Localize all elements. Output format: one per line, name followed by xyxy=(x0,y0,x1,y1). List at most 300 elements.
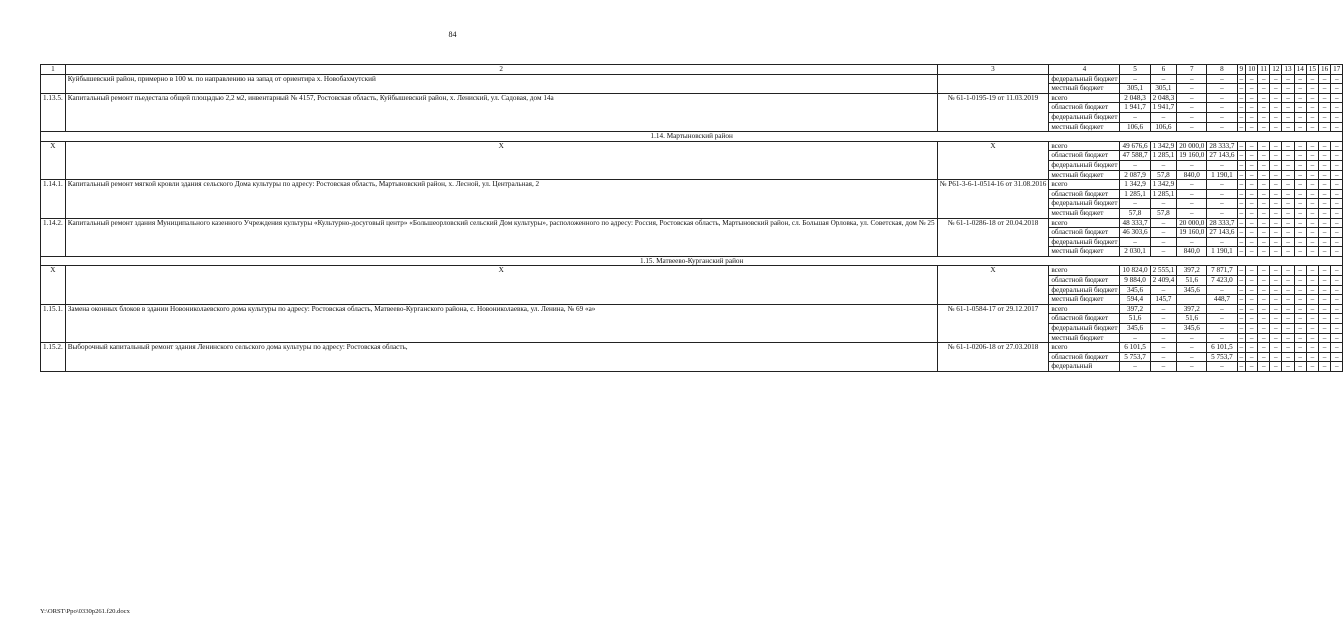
value-cell: – xyxy=(1246,343,1258,353)
value-cell: – xyxy=(1258,314,1270,324)
value-cell: – xyxy=(1258,84,1270,94)
funding-source: местный бюджет xyxy=(1049,247,1120,257)
value-cell: – xyxy=(1282,237,1294,247)
value-cell: 1 285,1 xyxy=(1120,189,1150,199)
value-cell: 6 101,5 xyxy=(1120,343,1150,353)
value-cell: – xyxy=(1331,141,1343,151)
value-cell: 840,0 xyxy=(1177,247,1207,257)
value-cell: – xyxy=(1270,266,1282,276)
value-cell: 49 676,6 xyxy=(1120,141,1150,151)
value-cell: – xyxy=(1270,324,1282,334)
value-cell: – xyxy=(1282,160,1294,170)
value-cell: – xyxy=(1207,160,1237,170)
value-cell: 1 342,9 xyxy=(1150,180,1177,190)
value-cell: – xyxy=(1177,189,1207,199)
value-cell: – xyxy=(1270,276,1282,286)
item-description: Капитальный ремонт здания Муниципального казенного Учреждения культуры «Культурно-досуговый центр» «Большеорловский сельский Дом культуры», расположенного по адресу: Россия, Ростовская область, Мартыновский район, сл. Большая Орловка, ул. Советская, дом № 25 xyxy=(65,218,937,256)
value-cell: – xyxy=(1150,333,1177,343)
budget-table xyxy=(40,64,1343,372)
value-cell: – xyxy=(1306,112,1318,122)
value-cell: – xyxy=(1120,333,1150,343)
value-cell: – xyxy=(1246,74,1258,84)
value-cell: – xyxy=(1306,285,1318,295)
value-cell: – xyxy=(1177,84,1207,94)
value-cell: – xyxy=(1207,84,1237,94)
value-cell: – xyxy=(1306,304,1318,314)
value-cell: 1 190,1 xyxy=(1207,170,1237,180)
value-cell: – xyxy=(1177,122,1207,132)
value-cell: – xyxy=(1237,237,1246,247)
value-cell: 51,6 xyxy=(1177,276,1207,286)
value-cell: – xyxy=(1282,122,1294,132)
value-cell: – xyxy=(1318,199,1330,209)
value-cell: – xyxy=(1258,343,1270,353)
value-cell: – xyxy=(1331,151,1343,161)
value-cell: – xyxy=(1270,170,1282,180)
value-cell: – xyxy=(1318,333,1330,343)
column-number: 12 xyxy=(1270,65,1282,75)
value-cell: 305,1 xyxy=(1120,84,1150,94)
column-number: 5 xyxy=(1120,65,1150,75)
value-cell: 27 143,6 xyxy=(1207,228,1237,238)
value-cell: – xyxy=(1331,103,1343,113)
value-cell: – xyxy=(1331,314,1343,324)
value-cell: – xyxy=(1306,141,1318,151)
value-cell: 145,7 xyxy=(1150,295,1177,305)
value-cell: 51,6 xyxy=(1120,314,1150,324)
value-cell: – xyxy=(1318,74,1330,84)
value-cell: – xyxy=(1237,112,1246,122)
funding-source: всего xyxy=(1049,304,1120,314)
value-cell: – xyxy=(1306,237,1318,247)
value-cell: – xyxy=(1246,266,1258,276)
value-cell: – xyxy=(1294,84,1306,94)
value-cell: 594,4 xyxy=(1120,295,1150,305)
value-cell: – xyxy=(1331,218,1343,228)
value-cell: – xyxy=(1294,180,1306,190)
value-cell: – xyxy=(1306,362,1318,372)
value-cell: – xyxy=(1318,189,1330,199)
value-cell: – xyxy=(1331,112,1343,122)
value-cell: – xyxy=(1207,103,1237,113)
value-cell: 106,6 xyxy=(1150,122,1177,132)
value-cell: – xyxy=(1246,295,1258,305)
value-cell: – xyxy=(1270,151,1282,161)
value-cell: – xyxy=(1306,84,1318,94)
value-cell: – xyxy=(1306,151,1318,161)
value-cell: – xyxy=(1318,314,1330,324)
value-cell: – xyxy=(1258,151,1270,161)
value-cell: 397,2 xyxy=(1177,304,1207,314)
value-cell: – xyxy=(1150,343,1177,353)
value-cell: – xyxy=(1294,237,1306,247)
value-cell: – xyxy=(1207,93,1237,103)
value-cell: – xyxy=(1177,103,1207,113)
funding-source: всего xyxy=(1049,93,1120,103)
value-cell: – xyxy=(1258,199,1270,209)
value-cell: – xyxy=(1318,228,1330,238)
value-cell: 1 190,1 xyxy=(1207,247,1237,257)
value-cell: – xyxy=(1177,112,1207,122)
value-cell: – xyxy=(1331,324,1343,334)
value-cell: – xyxy=(1150,304,1177,314)
value-cell: – xyxy=(1258,237,1270,247)
value-cell: – xyxy=(1294,276,1306,286)
value-cell: 448,7 xyxy=(1207,295,1237,305)
value-cell: – xyxy=(1246,93,1258,103)
value-cell: – xyxy=(1331,237,1343,247)
value-cell: – xyxy=(1282,228,1294,238)
value-cell: – xyxy=(1237,180,1246,190)
value-cell: – xyxy=(1237,285,1246,295)
column-number: 3 xyxy=(937,65,1049,75)
column-number: 10 xyxy=(1246,65,1258,75)
value-cell: – xyxy=(1331,93,1343,103)
value-cell: – xyxy=(1331,285,1343,295)
value-cell: – xyxy=(1294,343,1306,353)
value-cell: – xyxy=(1246,285,1258,295)
value-cell: – xyxy=(1306,180,1318,190)
value-cell: – xyxy=(1318,295,1330,305)
value-cell: – xyxy=(1306,103,1318,113)
value-cell: – xyxy=(1258,218,1270,228)
value-cell: – xyxy=(1120,112,1150,122)
value-cell: – xyxy=(1258,228,1270,238)
value-cell: 47 588,7 xyxy=(1120,151,1150,161)
value-cell: – xyxy=(1331,122,1343,132)
value-cell: – xyxy=(1282,352,1294,362)
value-cell: – xyxy=(1318,247,1330,257)
value-cell: – xyxy=(1207,122,1237,132)
value-cell: – xyxy=(1177,93,1207,103)
value-cell: – xyxy=(1246,122,1258,132)
value-cell: – xyxy=(1282,93,1294,103)
value-cell: – xyxy=(1331,228,1343,238)
value-cell: – xyxy=(1177,208,1207,218)
funding-source: всего xyxy=(1049,266,1120,276)
value-cell: – xyxy=(1294,141,1306,151)
column-number: 16 xyxy=(1318,65,1330,75)
value-cell: – xyxy=(1294,103,1306,113)
value-cell: – xyxy=(1258,324,1270,334)
value-cell: – xyxy=(1294,314,1306,324)
value-cell: 305,1 xyxy=(1150,84,1177,94)
value-cell: – xyxy=(1258,362,1270,372)
value-cell: – xyxy=(1331,295,1343,305)
value-cell: – xyxy=(1237,266,1246,276)
value-cell: – xyxy=(1331,343,1343,353)
value-cell: – xyxy=(1270,247,1282,257)
value-cell: – xyxy=(1258,160,1270,170)
value-cell: – xyxy=(1150,74,1177,84)
value-cell: – xyxy=(1270,199,1282,209)
value-cell: – xyxy=(1294,352,1306,362)
item-number: 1.14.2. xyxy=(41,218,66,256)
table-row xyxy=(41,266,1343,276)
value-cell: – xyxy=(1237,160,1246,170)
value-cell: – xyxy=(1318,170,1330,180)
value-cell: – xyxy=(1294,285,1306,295)
item-document: № 61-1-0206-18 от 27.03.2018 xyxy=(937,343,1049,372)
value-cell: 20 000,0 xyxy=(1177,218,1207,228)
value-cell: – xyxy=(1282,170,1294,180)
value-cell: – xyxy=(1270,333,1282,343)
value-cell: 2 409,4 xyxy=(1150,276,1177,286)
value-cell: – xyxy=(1318,103,1330,113)
funding-source: федеральный xyxy=(1049,362,1120,372)
value-cell: – xyxy=(1294,189,1306,199)
value-cell: 2 555,1 xyxy=(1150,266,1177,276)
section-header-row xyxy=(41,256,1343,266)
value-cell: 19 160,0 xyxy=(1177,151,1207,161)
value-cell: – xyxy=(1120,362,1150,372)
value-cell: 106,6 xyxy=(1120,122,1150,132)
value-cell: – xyxy=(1258,112,1270,122)
value-cell: 28 333,7 xyxy=(1207,218,1237,228)
page-number: 84 xyxy=(448,30,457,39)
funding-source: областной бюджет xyxy=(1049,103,1120,113)
value-cell: – xyxy=(1270,103,1282,113)
value-cell: – xyxy=(1318,352,1330,362)
value-cell: – xyxy=(1282,103,1294,113)
funding-source: местный бюджет xyxy=(1049,208,1120,218)
value-cell: – xyxy=(1331,208,1343,218)
value-cell: 51,6 xyxy=(1177,314,1207,324)
value-cell: – xyxy=(1318,218,1330,228)
value-cell: 397,2 xyxy=(1177,266,1207,276)
value-cell: – xyxy=(1318,208,1330,218)
value-cell: – xyxy=(1246,362,1258,372)
value-cell: – xyxy=(1282,266,1294,276)
value-cell: – xyxy=(1282,208,1294,218)
table-row xyxy=(41,93,1343,103)
funding-source: местный бюджет xyxy=(1049,295,1120,305)
value-cell: – xyxy=(1270,84,1282,94)
value-cell: 2 048,3 xyxy=(1150,93,1177,103)
value-cell: – xyxy=(1306,218,1318,228)
funding-source: местный бюджет xyxy=(1049,170,1120,180)
funding-source: местный бюджет xyxy=(1049,84,1120,94)
value-cell: – xyxy=(1306,160,1318,170)
value-cell: – xyxy=(1177,199,1207,209)
value-cell: – xyxy=(1331,247,1343,257)
section-title: 1.15. Матвеево-Курганский район xyxy=(41,256,1343,266)
value-cell: – xyxy=(1258,266,1270,276)
value-cell: – xyxy=(1246,324,1258,334)
value-cell: – xyxy=(1237,84,1246,94)
value-cell: – xyxy=(1331,199,1343,209)
item-document: № 61-1-0286-18 от 20.04.2018 xyxy=(937,218,1049,256)
value-cell: – xyxy=(1294,362,1306,372)
item-description: Куйбышевский район, примерно в 100 м. по направлению на запад от ориентира х. Новобахмутский xyxy=(65,74,937,93)
funding-source: федеральный бюджет xyxy=(1049,285,1120,295)
value-cell: – xyxy=(1237,151,1246,161)
value-cell: – xyxy=(1270,189,1282,199)
value-cell: – xyxy=(1207,237,1237,247)
value-cell: – xyxy=(1120,160,1150,170)
value-cell: – xyxy=(1246,314,1258,324)
value-cell: 345,6 xyxy=(1177,285,1207,295)
value-cell: – xyxy=(1282,362,1294,372)
funding-source: областной бюджет xyxy=(1049,276,1120,286)
value-cell: – xyxy=(1294,324,1306,334)
value-cell: – xyxy=(1207,324,1237,334)
funding-source: областной бюджет xyxy=(1049,189,1120,199)
value-cell: – xyxy=(1270,74,1282,84)
value-cell: – xyxy=(1237,199,1246,209)
value-cell: – xyxy=(1282,304,1294,314)
value-cell: – xyxy=(1246,199,1258,209)
value-cell: – xyxy=(1246,180,1258,190)
funding-source: всего xyxy=(1049,218,1120,228)
value-cell: – xyxy=(1331,170,1343,180)
value-cell: – xyxy=(1331,352,1343,362)
value-cell: – xyxy=(1270,218,1282,228)
value-cell: – xyxy=(1294,208,1306,218)
funding-source: всего xyxy=(1049,141,1120,151)
funding-source: федеральный бюджет xyxy=(1049,112,1120,122)
funding-source: областной бюджет xyxy=(1049,314,1120,324)
value-cell: – xyxy=(1270,314,1282,324)
value-cell: – xyxy=(1258,247,1270,257)
value-cell: – xyxy=(1306,343,1318,353)
value-cell: – xyxy=(1246,247,1258,257)
value-cell: – xyxy=(1246,141,1258,151)
value-cell: – xyxy=(1237,208,1246,218)
value-cell: – xyxy=(1282,199,1294,209)
value-cell: – xyxy=(1294,218,1306,228)
item-description: Х xyxy=(65,266,937,304)
value-cell: – xyxy=(1318,141,1330,151)
value-cell: – xyxy=(1318,324,1330,334)
funding-source: областной бюджет xyxy=(1049,228,1120,238)
value-cell: 7 423,0 xyxy=(1207,276,1237,286)
item-number: 1.15.1. xyxy=(41,304,66,342)
value-cell: – xyxy=(1246,112,1258,122)
value-cell: 345,6 xyxy=(1177,324,1207,334)
value-cell: – xyxy=(1258,170,1270,180)
value-cell: – xyxy=(1258,208,1270,218)
value-cell: – xyxy=(1258,122,1270,132)
value-cell: – xyxy=(1318,362,1330,372)
value-cell: – xyxy=(1331,266,1343,276)
value-cell: – xyxy=(1282,285,1294,295)
value-cell: – xyxy=(1318,304,1330,314)
item-number: Х xyxy=(41,141,66,179)
item-number: 1.15.2. xyxy=(41,343,66,372)
value-cell: – xyxy=(1306,199,1318,209)
value-cell: – xyxy=(1306,122,1318,132)
value-cell: – xyxy=(1150,285,1177,295)
value-cell: – xyxy=(1282,295,1294,305)
value-cell: 20 000,0 xyxy=(1177,141,1207,151)
value-cell: – xyxy=(1270,160,1282,170)
value-cell: – xyxy=(1282,276,1294,286)
value-cell: – xyxy=(1282,112,1294,122)
value-cell: – xyxy=(1258,141,1270,151)
column-number: 6 xyxy=(1150,65,1177,75)
value-cell: – xyxy=(1331,304,1343,314)
value-cell: – xyxy=(1246,218,1258,228)
value-cell: – xyxy=(1282,247,1294,257)
value-cell: 1 285,1 xyxy=(1150,151,1177,161)
value-cell: 5 753,7 xyxy=(1207,352,1237,362)
value-cell: – xyxy=(1237,333,1246,343)
value-cell: – xyxy=(1270,93,1282,103)
value-cell: – xyxy=(1237,74,1246,84)
value-cell: – xyxy=(1258,333,1270,343)
value-cell: – xyxy=(1150,352,1177,362)
value-cell: – xyxy=(1237,103,1246,113)
item-description: Выборочный капитальный ремонт здания Ленинского сельского дома культуры по адресу: Ростовская область, xyxy=(65,343,937,372)
value-cell: 1 342,9 xyxy=(1120,180,1150,190)
value-cell: – xyxy=(1258,74,1270,84)
value-cell: 1 285,1 xyxy=(1150,189,1177,199)
value-cell: – xyxy=(1282,141,1294,151)
value-cell: – xyxy=(1306,247,1318,257)
value-cell: 5 753,7 xyxy=(1120,352,1150,362)
value-cell: – xyxy=(1294,122,1306,132)
value-cell: – xyxy=(1246,170,1258,180)
value-cell: – xyxy=(1270,141,1282,151)
value-cell: – xyxy=(1282,84,1294,94)
value-cell: – xyxy=(1282,314,1294,324)
item-description: Капитальный ремонт пьедестала общей площадью 2,2 м2, инвентарный № 4157, Ростовская область, Куйбышевский район, х. Лениский, ул. Садовая, дом 14а xyxy=(65,93,937,131)
value-cell: – xyxy=(1306,324,1318,334)
value-cell xyxy=(1177,295,1207,305)
value-cell: – xyxy=(1237,276,1246,286)
value-cell: 9 884,0 xyxy=(1120,276,1150,286)
value-cell: – xyxy=(1258,180,1270,190)
value-cell: – xyxy=(1258,189,1270,199)
value-cell: 2 030,1 xyxy=(1120,247,1150,257)
value-cell: 27 143,6 xyxy=(1207,151,1237,161)
value-cell: 7 871,7 xyxy=(1207,266,1237,276)
funding-source: федеральный бюджет xyxy=(1049,237,1120,247)
funding-source: всего xyxy=(1049,343,1120,353)
value-cell: – xyxy=(1282,180,1294,190)
value-cell: – xyxy=(1207,285,1237,295)
value-cell: – xyxy=(1282,343,1294,353)
value-cell: – xyxy=(1270,228,1282,238)
value-cell: – xyxy=(1246,160,1258,170)
column-number: 9 xyxy=(1237,65,1246,75)
value-cell: 2 048,3 xyxy=(1120,93,1150,103)
value-cell: – xyxy=(1207,362,1237,372)
value-cell: 1 941,7 xyxy=(1120,103,1150,113)
value-cell: – xyxy=(1258,276,1270,286)
value-cell: – xyxy=(1237,304,1246,314)
value-cell: – xyxy=(1294,170,1306,180)
value-cell: – xyxy=(1331,189,1343,199)
value-cell: – xyxy=(1177,160,1207,170)
value-cell: – xyxy=(1237,352,1246,362)
value-cell: – xyxy=(1318,237,1330,247)
value-cell: – xyxy=(1270,112,1282,122)
value-cell: – xyxy=(1246,237,1258,247)
value-cell: – xyxy=(1270,352,1282,362)
value-cell: 1 342,9 xyxy=(1150,141,1177,151)
value-cell: – xyxy=(1237,93,1246,103)
value-cell: – xyxy=(1150,362,1177,372)
value-cell: – xyxy=(1294,112,1306,122)
value-cell: – xyxy=(1306,189,1318,199)
value-cell: – xyxy=(1282,324,1294,334)
value-cell: – xyxy=(1306,352,1318,362)
value-cell: – xyxy=(1237,122,1246,132)
value-cell: – xyxy=(1270,180,1282,190)
value-cell: – xyxy=(1258,103,1270,113)
